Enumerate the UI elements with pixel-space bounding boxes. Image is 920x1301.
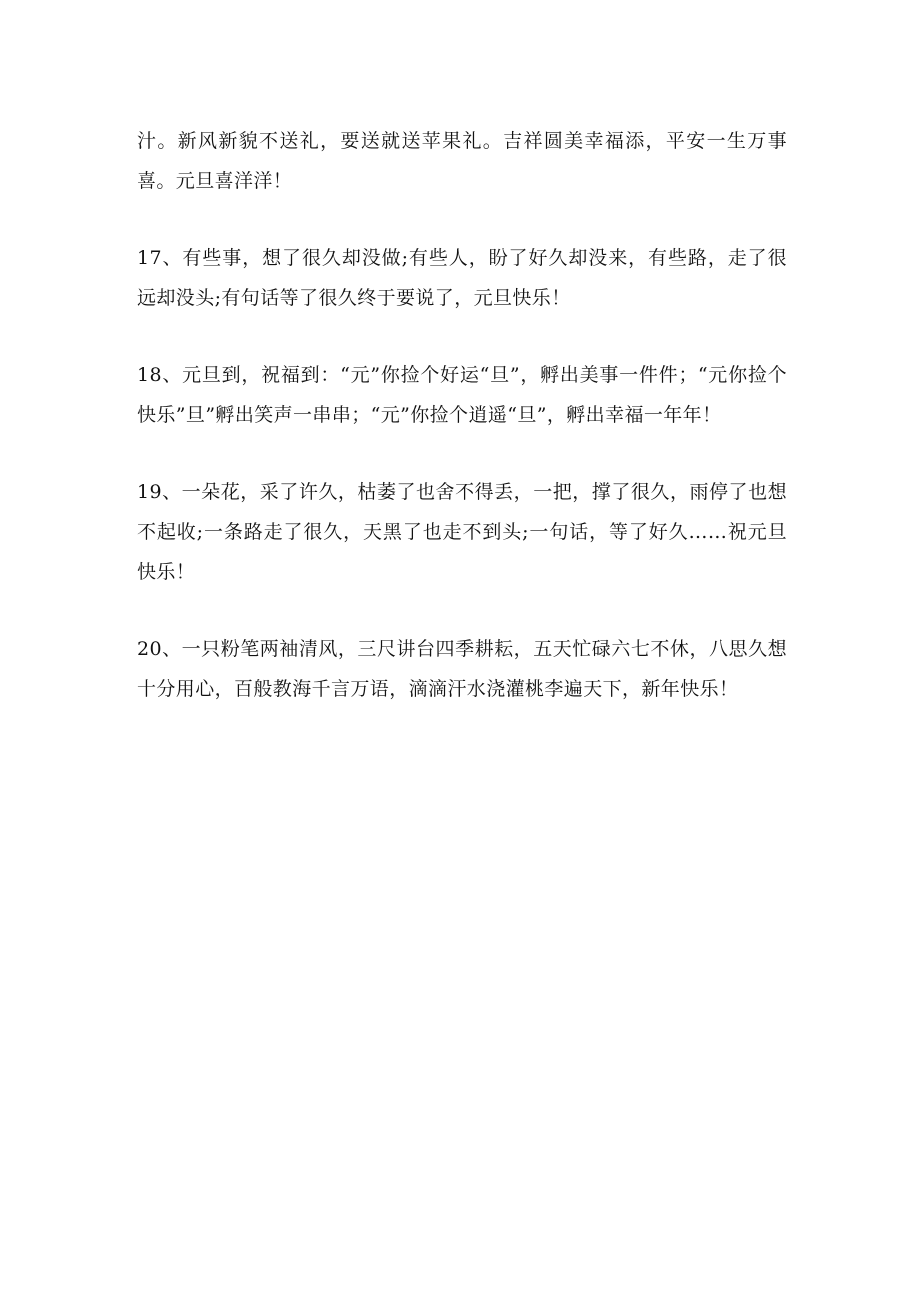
document-body xyxy=(137,121,787,746)
paragraph-17: 17、有些事，想了很久却没做;有些人，盼了好久却没来，有些路，走了很远却没头;有句话等了很久终于要说了，元旦快乐！ xyxy=(137,247,787,309)
paragraph-19: 19、一朵花，采了许久，枯萎了也舍不得丢，一把，撑了很久，雨停了也想不起收;一条路走了很久，天黑了也走不到头;一句话，等了好久……祝元旦快乐！ xyxy=(137,481,787,583)
paragraph-18: 18、元旦到，祝福到：“元”你捡个好运“旦”，孵出美事一件件；“元你捡个快乐”旦”孵出笑声一串串；“元”你捡个逍遥“旦”，孵出幸福一年年！ xyxy=(137,364,787,426)
paragraph-continuation: 汁。新风新貌不送礼，要送就送苹果礼。吉祥圆美幸福添，平安一生万事喜。元旦喜洋洋！ xyxy=(137,130,787,192)
paragraph-20: 20、一只粉笔两袖清风，三尺讲台四季耕耘，五天忙碌六七不休，八思久想十分用心，百般教海千言万语，滴滴汗水浇灌桃李遍天下，新年快乐！ xyxy=(137,638,787,700)
